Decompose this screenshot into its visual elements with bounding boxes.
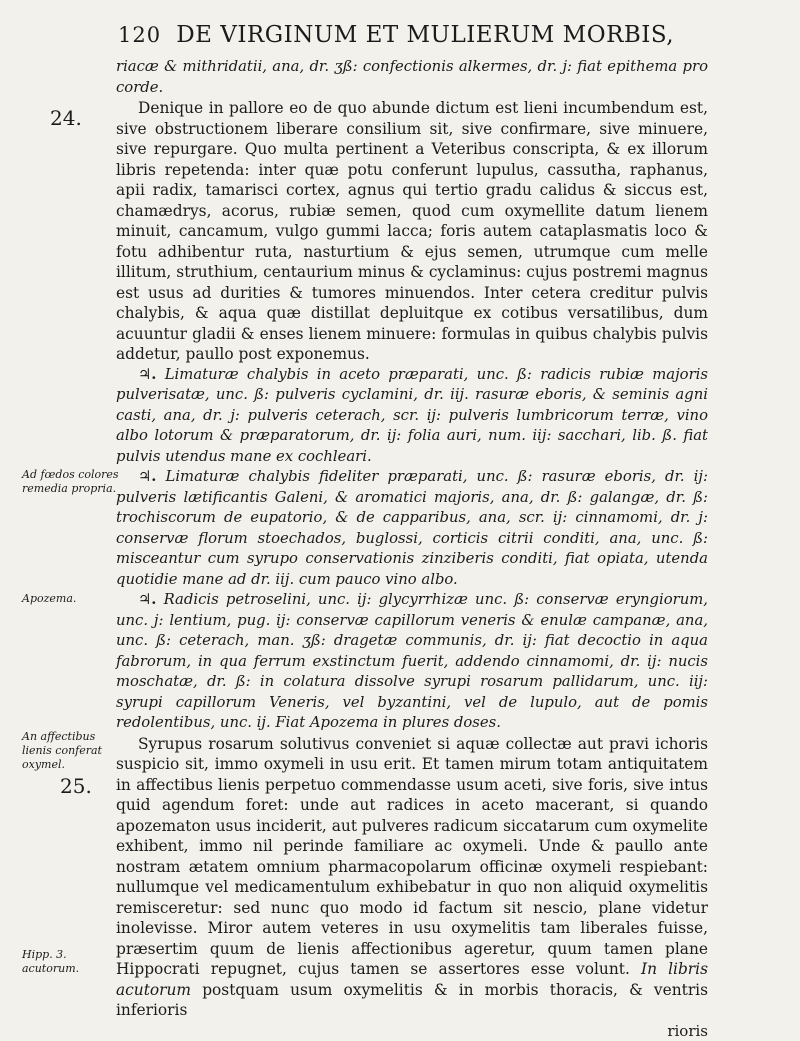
recipe-sign: ♃. — [138, 591, 156, 608]
paragraph-24: Denique in pallore eo de quo abunde dictum est lieni incumbendum est, sive obstructionem liberare consilium sit, sive confirmare, sive minuere, sive repurgare. Quo multa pertinent a Veteribus conscripta, & ex illorum libris repetenda: inter quæ potu conferunt lupulus, cassutha, raphanus, apii radix, tamarisci cortex, agnus qui tertio gradu calidus & siccus est, chamædrys, acorus, rubiæ semen, quod cum oxymellite datum lienem minuit, cancamum, vulgo gummi lacca; foris autem cataplasmatis loco & fotu adhibentur ruta, nasturtium & ejus semen, utrumque cum melle illitum, struthium, centaurium minus & cyclaminus: cujus postremi magnus est usus ad durities & tumores minuendos. Inter cetera creditur pulvis chalybis, & aqua quæ distillat depluitque ex cotibus versatilibus, dum acuuntur gladii & enses lienem minuere: formulas in quibus chalybis pulvis addetur, paullo post exponemus. — [116, 98, 708, 365]
recipe-sign: ♃. — [138, 468, 156, 485]
paragraph-25-tail: postquam usum oxymelitis & in morbis thoracis, & ventris inferioris — [116, 981, 708, 1020]
margin-note-affectibus: An affectibus lienis conferat oxymel. — [22, 730, 122, 772]
recipe-1 — [116, 365, 708, 468]
recipe-apozema — [116, 590, 708, 734]
book-title-reference: In libris acutorum — [116, 960, 708, 999]
marginalia — [22, 0, 122, 1021]
margin-note-fedos: Ad fœdos colores remedia propria. — [22, 468, 122, 496]
running-title: DE VIRGINUM ET MULIERUM MORBIS, — [176, 22, 674, 48]
recipe-sign: ♃. — [138, 366, 156, 383]
recipe-2-text: Limaturæ chalybis fideliter præparati, unc. ß: rasuræ eboris, dr. ij: pulveris lætificantis Galeni, & aromatici majoris, ana, dr. ß: galangæ, dr. ß: trochiscorum de eupatorio, & de capparibus, ana, scr. ij: cinnamomi, dr. j: conservæ florum stoechados, buglossi, corticis citrii conditi, ana, unc. ß: misceantur cum syrupo conservationis zinziberis conditi, fiat opiata, utenda quotidie mane ad dr. iij. cum pauco vino albo. — [116, 468, 708, 588]
section-number-24: 24. — [50, 106, 82, 130]
recipe-apozema-text: Radicis petroselini, unc. ij: glycyrrhizæ unc. ß: conservæ eryngiorum, unc. j: lentium, pug. ij: conservæ capillorum veneris & enulæ campanæ, ana, unc. ß: ceterach, man. ʒß: dragetæ communis, dr. ij: fiat decoctio in aqua fabrorum, in qua ferrum exstinctum fuerit, addendo cinnamomi, dr. ij: nucis moschatæ, dr. ß: in colatura dissolve syrupi rosarum pallidarum, unc. iij: syrupi capillorum Veneris, vel byzantini, vel de lupulo, aut de pomis redolentibus, unc. ij. Fiat Apozema in plures doses. — [116, 591, 708, 731]
section-number-25: 25. — [60, 774, 92, 798]
main-text — [116, 57, 708, 1041]
paragraph-continuation: riacæ & mithridatii, ana, dr. ʒß: confectionis alkermes, dr. j: fiat epithema pro corde. — [116, 57, 708, 98]
margin-note-hipp: Hipp. 3. acutorum. — [22, 948, 122, 976]
margin-note-apozema: Apozema. — [22, 592, 122, 606]
paragraph-25-text: Syrupus rosarum solutivus conveniet si aquæ collectæ aut pravi ichoris suspicio sit, immo oxymeli in usu erit. Et tamen mirum totam antiquitatem in affectibus lienis perpetuo commendasse usum aceti, sive foris, sive intus quid agendum foret: unde aut radices in aceto macerant, si quando apozematon usus inciderit, aut pulveres radicum siccatarum cum oxymelite exhibent, immo nil perinde familiare ac oxymeli. Unde & paullo ante nostram ætatem omnium pharmacopolarum officinæ oxymeli respiebant: nullumque vel medicamentulum exhibebatur in quo non aliquid oxymelitis remisceretur: sed nunc quo modo id factum sit nescio, plane videtur inolevisse. Miror autem veteres in usu oxymelitis tam liberales fuisse, præsertim quum de lienis affectionibus ageretur, quum tamen plane Hippocrati repugnet, cujus tamen se assertores esse volunt. — [116, 735, 708, 979]
recipe-2 — [116, 467, 708, 590]
page-header — [118, 22, 678, 52]
page-number: 120 — [118, 23, 161, 47]
paragraph-25 — [116, 734, 708, 1021]
catchword: rioris — [116, 1021, 708, 1041]
recipe-1-text: Limaturæ chalybis in aceto præparati, unc. ß: radicis rubiæ majoris pulverisatæ, unc. ß: pulveris cyclamini, dr. iij. rasuræ eboris, & seminis agni casti, ana, dr. j: pulveris ceterach, scr. ij: pulveris lumbricorum terræ, vino albo lotorum & præparatorum, dr. ij: folia auri, num. iij: sacchari, lib. ß. fiat pulvis utendus mane ex cochleari. — [116, 366, 708, 465]
